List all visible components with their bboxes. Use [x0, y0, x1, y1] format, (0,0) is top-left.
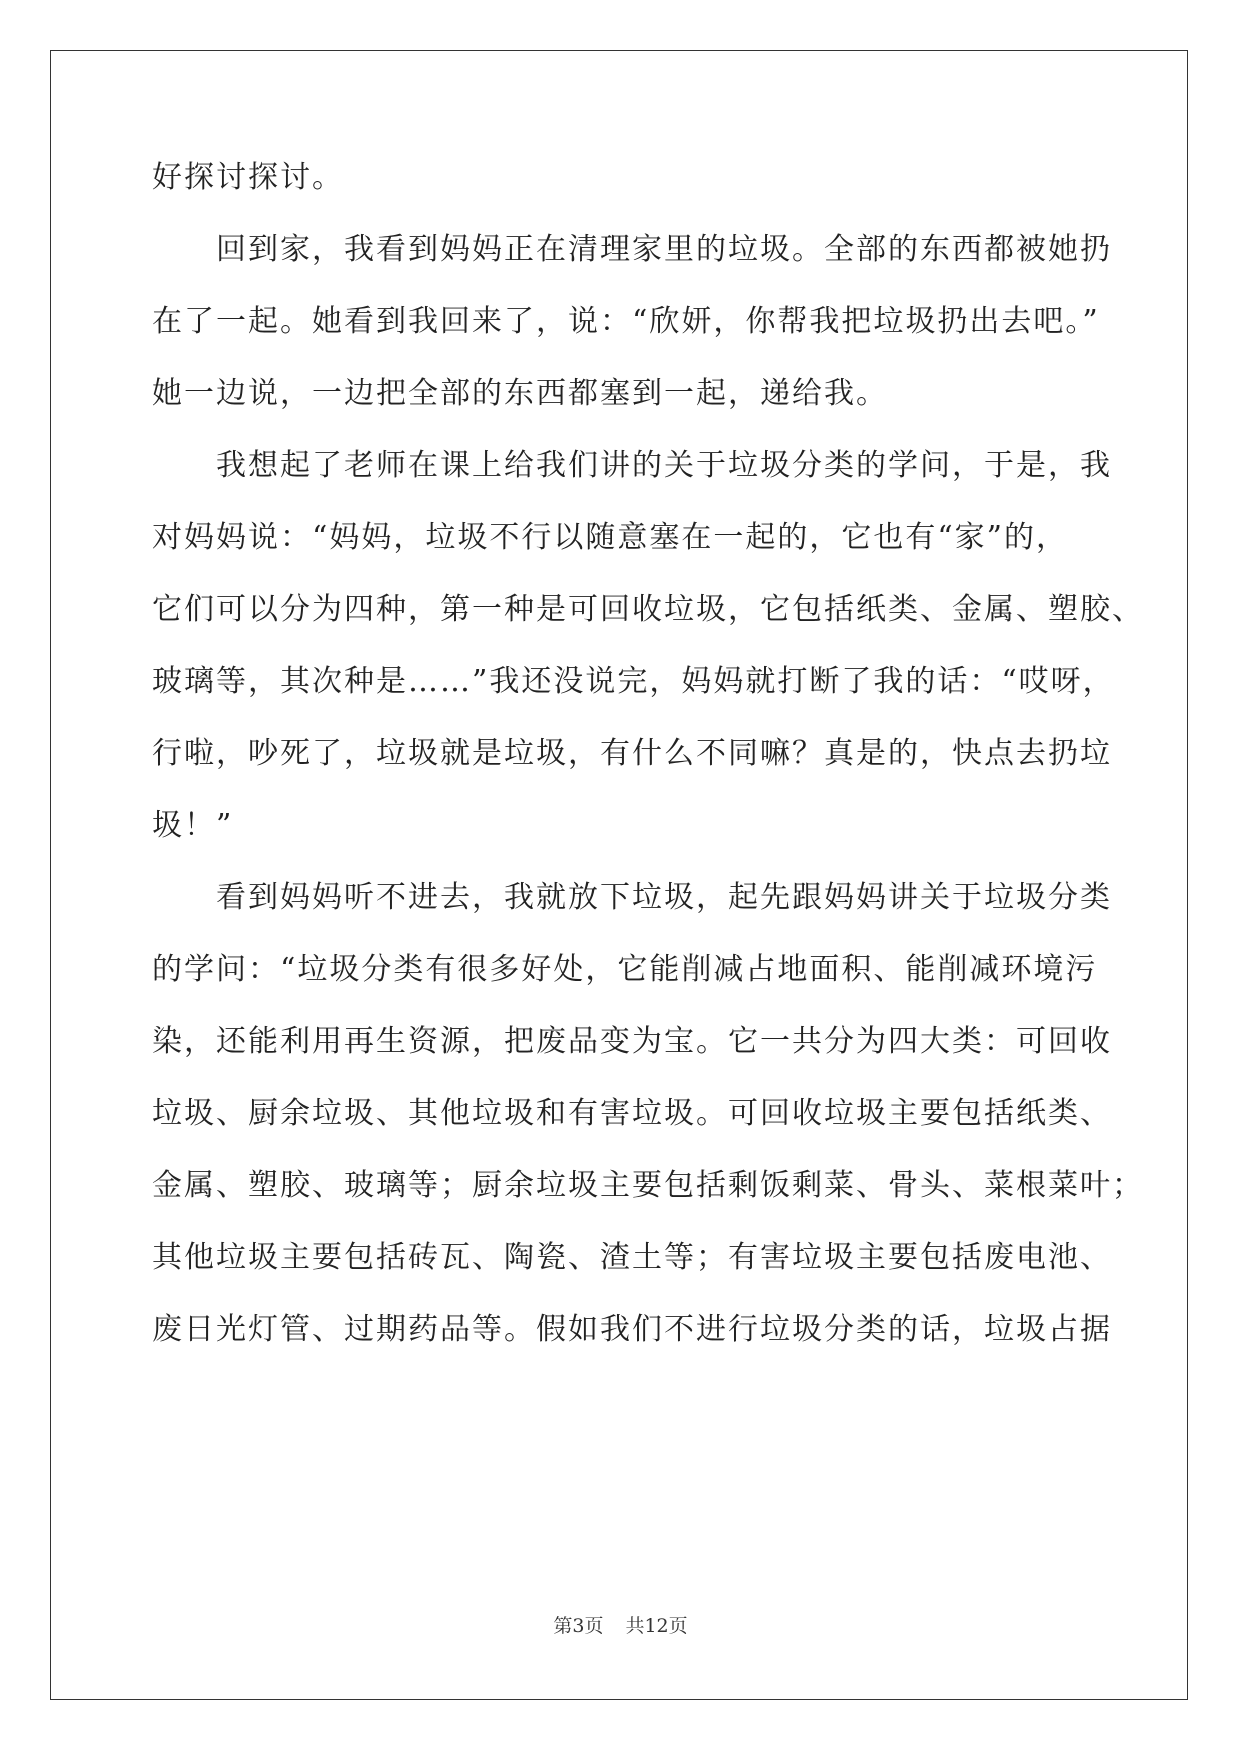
paragraph-start-line: 我想起了老师在课上给我们讲的关于垃圾分类的学问，于是，我 [216, 448, 1112, 483]
paragraph-start-line: 回到家，我看到妈妈正在清理家里的垃圾。全部的东西都被她扔 [216, 232, 1112, 267]
page-number: 第3页 [553, 1615, 604, 1637]
text-line: 染，还能利用再生资源，把废品变为宝。它一共分为四大类：可回收 [152, 1024, 1112, 1059]
text-line: 金属、塑胶、玻璃等；厨余垃圾主要包括剩饭剩菜、骨头、菜根菜叶； [152, 1168, 1144, 1203]
page-footer [0, 1614, 1241, 1638]
text-line: 在了一起。她看到我回来了，说：“欣妍，你帮我把垃圾扔出去吧。” [152, 304, 1100, 339]
text-line: 玻璃等，其次种是……”我还没说完，妈妈就打断了我的话：“哎呀， [152, 664, 1115, 699]
page-border [50, 50, 1188, 1700]
page-total: 共12页 [625, 1615, 688, 1637]
text-line: 的学问：“垃圾分类有很多好处，它能削减占地面积、能削减环境污 [152, 952, 1098, 987]
text-line: 行啦，吵死了，垃圾就是垃圾，有什么不同嘛？真是的，快点去扔垃 [152, 736, 1112, 771]
paragraph-start-line: 看到妈妈听不进去，我就放下垃圾，起先跟妈妈讲关于垃圾分类 [216, 880, 1112, 915]
text-line: 她一边说，一边把全部的东西都塞到一起，递给我。 [152, 376, 888, 411]
text-line: 其他垃圾主要包括砖瓦、陶瓷、渣土等；有害垃圾主要包括废电池、 [152, 1240, 1112, 1275]
text-line: 对妈妈说：“妈妈，垃圾不行以随意塞在一起的，它也有“家”的， [152, 520, 1069, 555]
text-line: 它们可以分为四种，第一种是可回收垃圾，它包括纸类、金属、塑胶、 [152, 592, 1144, 627]
text-line: 好探讨探讨。 [152, 160, 344, 195]
text-line: 垃圾、厨余垃圾、其他垃圾和有害垃圾。可回收垃圾主要包括纸类、 [152, 1096, 1112, 1131]
text-line: 废日光灯管、过期药品等。假如我们不进行垃圾分类的话，垃圾占据 [152, 1312, 1112, 1347]
text-line: 圾！” [152, 808, 234, 843]
